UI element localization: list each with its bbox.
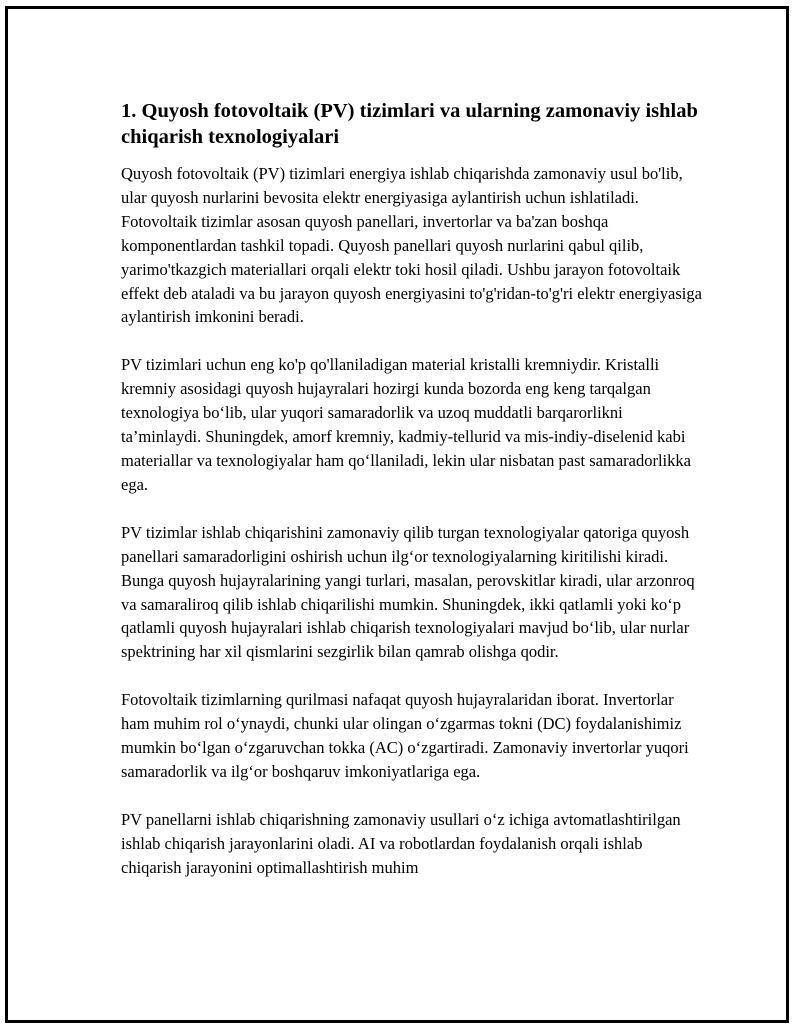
paragraph-4: Fotovoltaik tizimlarning qurilmasi nafaqat quyosh hujayralaridan iborat. Invertorlar ham muhim rol o‘ynaydi, chunki ular olingan o‘zgarmas tokni (DC) foydalanishimiz mumkin bo‘lgan o‘zgaruvchan tokka (AC) o‘zgartiradi. Zamonaviy invertorlar yuqori samaradorlik va ilg‘or boshqaruv imkoniyatlariga ega.: [121, 690, 689, 781]
document-content: [121, 98, 706, 904]
paragraph-3: PV tizimlar ishlab chiqarishini zamonaviy qilib turgan texnologiyalar qatoriga quyosh panellari samaradorligini oshirish uchun ilg‘or texnologiyalarning kiritilishi kiradi. Bunga quyosh hujayralarining yangi turlari, masalan, perovskitlar kiradi, ular arzonroq va samaraliroq qilib ishlab chiqarilishi mumkin. Shuningdek, ikki qatlamli yoki ko‘p qatlamli quyosh hujayralari ishlab chiqarish texnologiyalari mavjud bo‘lib, ular nurlar spektrining har xil qismlarini sezgirlik bilan qamrab olishga qodir.: [121, 522, 695, 662]
section-heading: 1. Quyosh fotovoltaik (PV) tizimlari va ularning zamonaviy ishlab chiqarish texnologiyalari: [121, 100, 698, 148]
paragraph-5: PV panellarni ishlab chiqarishning zamonaviy usullari o‘z ichiga avtomatlashtirilgan ishlab chiqarish jarayonlarini oladi. AI va robotlardan foydalanish orqali ishlab chiqarish jarayonini optimallashtirish muhim: [121, 809, 681, 877]
paragraph-2: PV tizimlari uchun eng ko'p qo'llaniladigan material kristalli kremniydir. Kristalli kremniy asosidagi quyosh hujayralari hozirgi kunda bozorda eng keng tarqalgan texnologiya bo‘lib, ular yuqori samaradorlik va uzoq muddatli barqarorlikni ta’minlaydi. Shuningdek, amorf kremniy, kadmiy-tellurid va mis-indiy-diselenid kabi materiallar va texnologiyalar ham qo‘llaniladi, lekin ular nisbatan past samaradorlikka ega.: [121, 355, 691, 494]
document-page: [5, 6, 789, 1023]
paragraph-1: Quyosh fotovoltaik (PV) tizimlari energiya ishlab chiqarishda zamonaviy usul bo'lib, ular quyosh nurlarini bevosita elektr energiyasiga aylantirish uchun ishlatiladi. Fotovoltaik tizimlar asosan quyosh panellari, invertorlar va ba'zan boshqa komponentlardan tashkil topadi. Quyosh panellari quyosh nurlarini qabul qilib, yarimo'tkazgich materiallari orqali elektr toki hosil qiladi. Ushbu jarayon fotovoltaik effekt deb ataladi va bu jarayon quyosh energiyasini to'g'ridan-to'g'ri elektr energiyasiga aylantirish imkonini beradi.: [121, 164, 702, 327]
